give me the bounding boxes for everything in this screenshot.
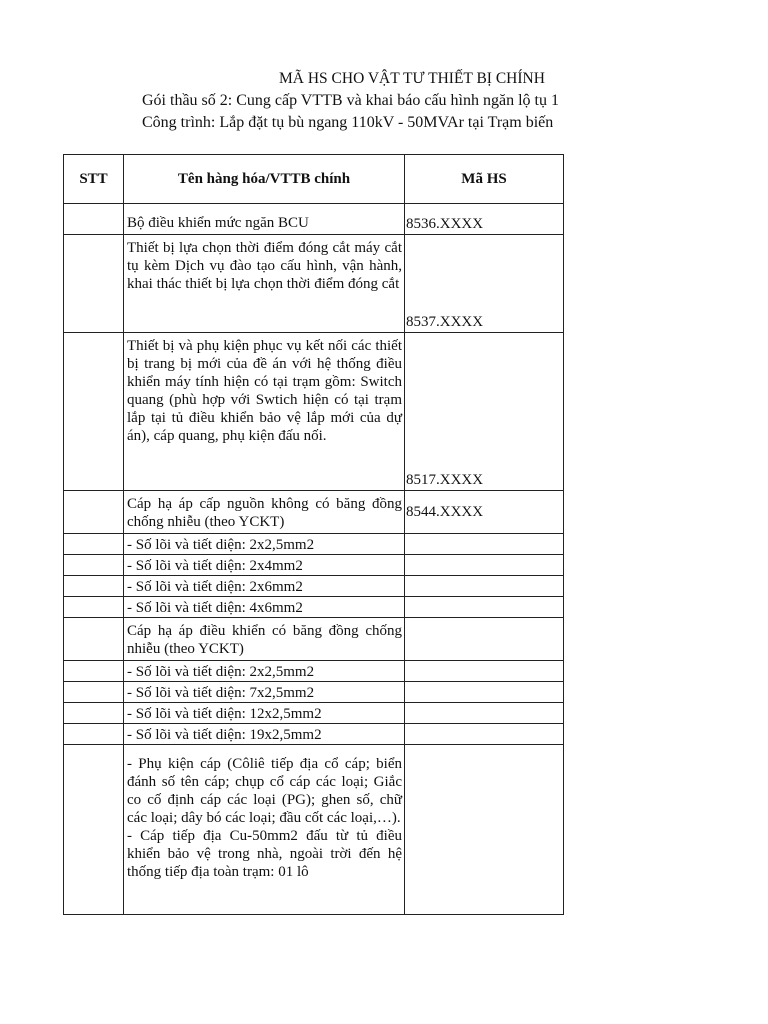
item-name-cell: Cáp hạ áp cấp nguồn không có băng đồng chống nhiễu (theo YCKT) <box>124 491 405 534</box>
document-title: MÃ HS CHO VẬT TƯ THIẾT BỊ CHÍNH <box>279 70 545 87</box>
table-row <box>64 745 564 915</box>
table-row <box>64 682 564 703</box>
item-name-cell: Cáp hạ áp điều khiển có băng đồng chống nhiễu (theo YCKT) <box>124 618 405 661</box>
hs-code-cell <box>405 745 564 915</box>
item-name-cell: - Số lõi và tiết diện: 2x4mm2 <box>124 555 405 576</box>
stt-cell <box>64 576 124 597</box>
table-row <box>64 534 564 555</box>
table-row <box>64 555 564 576</box>
item-name-cell: - Số lõi và tiết diện: 7x2,5mm2 <box>124 682 405 703</box>
project-line: Công trình: Lắp đặt tụ bù ngang 110kV - 50MVAr tại Trạm biến <box>142 114 554 131</box>
table-header-row <box>64 155 564 204</box>
hs-code-cell <box>405 597 564 618</box>
stt-cell <box>64 661 124 682</box>
stt-cell <box>64 724 124 745</box>
hs-code-cell <box>405 682 564 703</box>
hs-code-cell <box>405 618 564 661</box>
table-row <box>64 597 564 618</box>
table-row <box>64 491 564 534</box>
table-row <box>64 661 564 682</box>
hs-code-table <box>63 154 564 915</box>
item-name-cell: - Số lõi và tiết diện: 12x2,5mm2 <box>124 703 405 724</box>
hs-code-cell <box>405 534 564 555</box>
table-row <box>64 204 564 235</box>
table-row <box>64 618 564 661</box>
column-header-stt: STT <box>64 155 124 204</box>
item-name-cell: - Số lõi và tiết diện: 4x6mm2 <box>124 597 405 618</box>
hs-code-cell: 8517.XXXX <box>405 333 564 491</box>
stt-cell <box>64 682 124 703</box>
item-name-cell: - Số lõi và tiết diện: 19x2,5mm2 <box>124 724 405 745</box>
stt-cell <box>64 491 124 534</box>
stt-cell <box>64 703 124 724</box>
package-line: Gói thầu số 2: Cung cấp VTTB và khai báo cấu hình ngăn lộ tụ 1 <box>142 92 559 109</box>
stt-cell <box>64 534 124 555</box>
hs-code-cell <box>405 703 564 724</box>
item-name-cell: - Số lõi và tiết diện: 2x6mm2 <box>124 576 405 597</box>
hs-code-cell <box>405 576 564 597</box>
accessories-item: - Phụ kiện cáp (Côliê tiếp địa cổ cáp; biển đánh số tên cáp; chụp cổ cáp các loại; Giắc co cố định cáp các loại (PG); ghen số, chữ các loại; dây bó các loại; đầu cốt các loại,…). <box>127 756 402 826</box>
hs-code-cell <box>405 555 564 576</box>
table-row <box>64 576 564 597</box>
hs-code-cell <box>405 724 564 745</box>
stt-cell <box>64 333 124 491</box>
hs-code-cell: 8537.XXXX <box>405 235 564 333</box>
item-name-cell: Bộ điều khiển mức ngăn BCU <box>124 204 405 235</box>
hs-code-cell: 8544.XXXX <box>405 491 564 534</box>
hs-code-cell: 8536.XXXX <box>405 204 564 235</box>
stt-cell <box>64 204 124 235</box>
stt-cell <box>64 597 124 618</box>
table-row <box>64 333 564 491</box>
stt-cell <box>64 555 124 576</box>
stt-cell <box>64 235 124 333</box>
column-header-name: Tên hàng hóa/VTTB chính <box>124 155 405 204</box>
table-row <box>64 235 564 333</box>
item-name-cell: Thiết bị và phụ kiện phục vụ kết nối các thiết bị trang bị mới của đề án với hệ thống điều khiển máy tính hiện có tại trạm gồm: Switch quang (phù hợp với Swtich hiện có tại trạm lắp tại tủ điều khiển bảo vệ lắp mới của dự án), cáp quang, phụ kiện đấu nối. <box>124 333 405 491</box>
hs-code-cell <box>405 661 564 682</box>
item-name-cell: - Số lõi và tiết diện: 2x2,5mm2 <box>124 661 405 682</box>
item-name-cell: Thiết bị lựa chọn thời điểm đóng cắt máy cắt tụ kèm Dịch vụ đào tạo cấu hình, vận hành, khai thác thiết bị lựa chọn thời điểm đóng cắt <box>124 235 405 333</box>
table-row <box>64 703 564 724</box>
table-row <box>64 724 564 745</box>
column-header-code: Mã HS <box>405 155 564 204</box>
grounding-cable-item: - Cáp tiếp địa Cu-50mm2 đấu từ tủ điều khiển bảo vệ trong nhà, ngoài trời đến hệ thống tiếp địa toàn trạm: 01 lô <box>127 828 402 880</box>
item-name-cell: - Số lõi và tiết diện: 2x2,5mm2 <box>124 534 405 555</box>
stt-cell <box>64 618 124 661</box>
item-name-cell <box>124 745 405 915</box>
stt-cell <box>64 745 124 915</box>
